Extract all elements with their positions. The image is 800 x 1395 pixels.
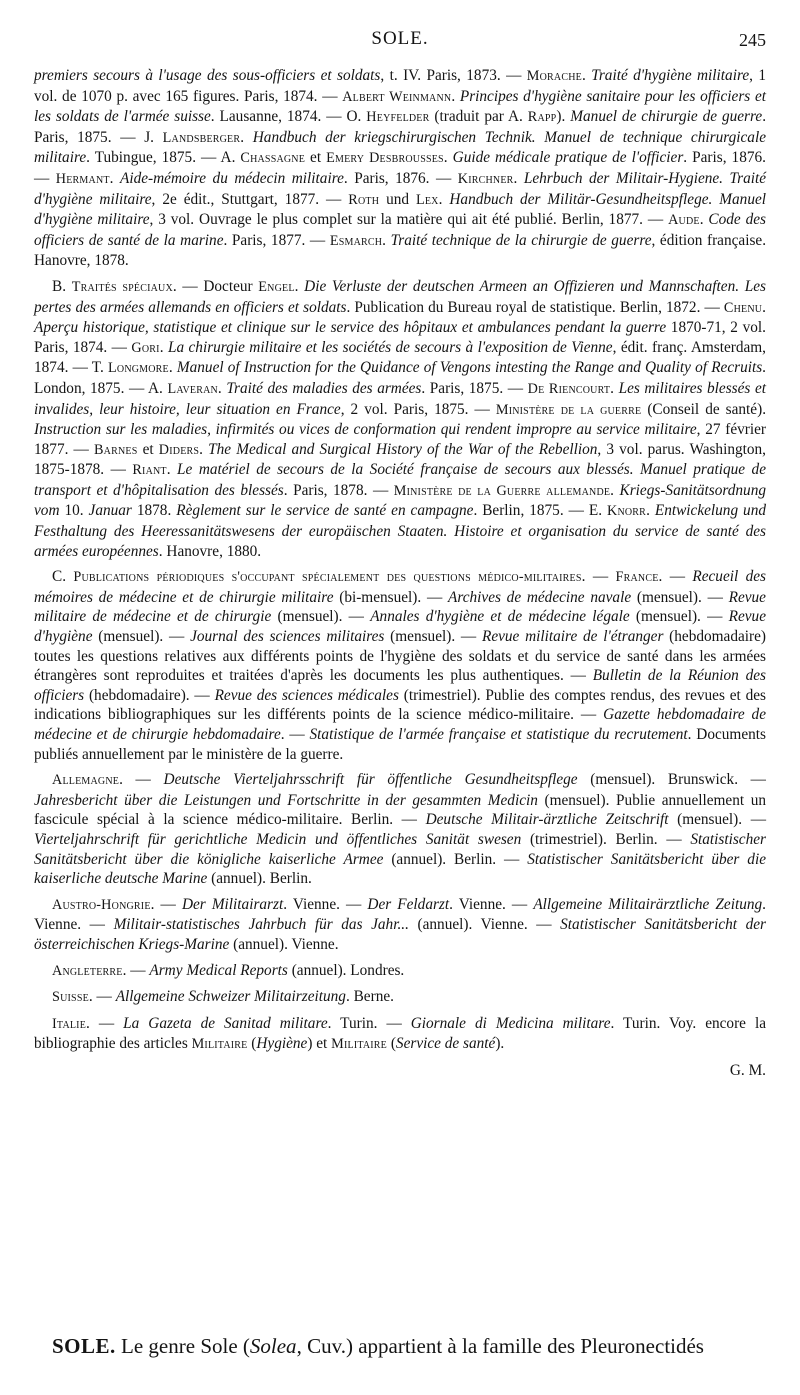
- text-run: . Berlin, 1875. — E.: [473, 502, 607, 520]
- running-title: SOLE.: [371, 28, 429, 49]
- text-run: . —: [88, 988, 116, 1006]
- text-run: , 27 février 1877. —: [34, 421, 766, 458]
- italic-title: Aperçu historique, statistique et clinique sur le service des hôpitaux et ambulances pendant la guerre: [34, 319, 667, 337]
- italic-title: Der Feldarzt: [367, 895, 450, 913]
- small-caps-name: Aude: [668, 212, 700, 229]
- text-run: , édition française. Hanovre, 1878.: [34, 231, 767, 270]
- bibliography-periodicals-austria-hungary: [34, 895, 766, 955]
- italic-title: Handbuch der Militär-Gesundheitspflege. Manuel d'hygiène militaire: [34, 190, 767, 229]
- italic-title: Traité des maladies des armées: [226, 379, 422, 397]
- text-run: . Paris, 1875. —: [421, 379, 528, 397]
- text-run: (: [387, 1035, 396, 1053]
- text-run: (trimestriel). Berlin. —: [521, 830, 691, 848]
- italic-title: Revue militaire de médecine et de chirurgie: [34, 588, 766, 626]
- small-caps-name: Ministère de la guerre: [495, 401, 642, 418]
- small-caps-name: Laveran: [167, 380, 218, 397]
- small-caps-name: Knorr: [607, 503, 647, 520]
- text-run: B.: [52, 277, 72, 295]
- italic-title: premiers secours à l'usage des sous-officiers et soldats: [34, 67, 381, 84]
- text-run: , t. IV. Paris, 1873. —: [380, 67, 527, 84]
- bibliography-special-treatises: [34, 277, 766, 561]
- page-header: [34, 28, 766, 58]
- text-run: . —: [150, 895, 182, 913]
- small-caps-name: Albert Weinmann: [342, 88, 452, 105]
- text-run: .: [166, 461, 178, 479]
- italic-title: Januar: [88, 502, 132, 520]
- text-run: .: [646, 502, 655, 520]
- small-caps-name: Militaire: [191, 1036, 248, 1053]
- text-run: . —: [122, 961, 150, 979]
- small-caps-name: Angleterre: [52, 962, 123, 979]
- small-caps-name: Militaire: [331, 1036, 387, 1053]
- small-caps-name: Publications périodiques s'occupant spécialement des questions médico-militaires: [73, 569, 582, 586]
- text-run: (annuel). Vienne.: [229, 935, 339, 953]
- text-run: (mensuel). —: [629, 608, 729, 626]
- text-run: . Documents publiés annuellement par le ministère de la guerre.: [34, 726, 766, 763]
- italic-title: Deutsche Militair-ärztliche Zeitschrift: [425, 811, 669, 829]
- text-run: .: [451, 87, 460, 105]
- text-run: , Cuv.) appartient à la famille des Pleuronectidés: [296, 1334, 704, 1358]
- bibliography-general-treatises: [34, 66, 766, 271]
- text-run: .: [438, 190, 450, 208]
- italic-title: Allgemeine Militairärztliche Zeitung: [533, 895, 763, 913]
- small-caps-name: De Riencourt: [527, 380, 611, 397]
- text-run: . —: [86, 1014, 124, 1032]
- text-run: (mensuel). —: [668, 811, 767, 829]
- text-run: .: [159, 338, 168, 356]
- small-caps-name: Lex: [415, 191, 439, 208]
- small-caps-name: Morache: [526, 68, 582, 84]
- italic-title: Statistischer Sanitätsbericht über die königliche kaiserliche Armee: [34, 830, 766, 868]
- text-run: . Turin. —: [327, 1014, 411, 1032]
- text-run: (bi-mensuel). —: [333, 588, 448, 606]
- text-run: (hebdomadaire). —: [84, 686, 215, 704]
- bibliography-periodicals-switzerland: [34, 987, 766, 1008]
- small-caps-name: Barnes: [94, 441, 138, 458]
- text-run: ) et: [307, 1035, 332, 1053]
- text-run: C.: [52, 568, 74, 586]
- text-run: .: [699, 211, 709, 229]
- small-caps-name: Longmore: [108, 360, 169, 377]
- bibliography-periodicals-england: [34, 961, 766, 982]
- text-run: (annuel). Berlin.: [207, 870, 312, 888]
- text-run: (mensuel). —: [631, 588, 729, 606]
- italic-title: Les militaires blessés et invalides, leur histoire, leur situation en France: [34, 379, 766, 418]
- small-caps-name: Allemagne: [52, 772, 120, 789]
- italic-title: Statistischer Sanitätsbericht über die kaiserliche deutsche Marine: [34, 850, 766, 888]
- small-caps-name: Diders: [158, 441, 200, 458]
- entry-headword: SOLE.: [52, 1334, 116, 1358]
- italic-title: Die Verluste der deutschen Armeen an Offizieren und Mannschaften. Les pertes des armées allemands en officiers et soldats: [34, 277, 766, 316]
- italic-title: Règlement sur le service de santé en campagne: [176, 502, 474, 520]
- text-run: .: [217, 379, 227, 397]
- text-run: .: [199, 440, 209, 458]
- small-caps-name: Riant: [132, 462, 167, 479]
- text-run: (annuel). Vienne. —: [408, 916, 561, 934]
- text-run: .: [581, 67, 592, 84]
- text-run: (hebdomadaire) toutes les questions relatives aux différents points de l'hygiène des soldats et du service de santé dans les armées étrangères sont reproduites et traitées d'après les documents les plus authentiques. —: [34, 628, 767, 685]
- text-run: . Vienne. —: [283, 895, 368, 913]
- italic-title: Statistique de l'armée française et statistique du recrutement: [309, 726, 688, 743]
- small-caps-name: Rapp: [527, 109, 557, 126]
- small-caps-name: Engel: [258, 278, 295, 295]
- text-run: 1870-71, 2 vol. Paris, 1874. —: [34, 319, 766, 356]
- italic-title: Instruction sur les maladies, infirmités ou vices de conformation qui rendent impropre au service militaire: [34, 421, 697, 439]
- text-run: (Conseil de santé).: [641, 400, 767, 418]
- entry-text: [116, 1334, 704, 1358]
- text-run: , 2 vol. Paris, 1875. —: [340, 400, 496, 418]
- text-run: . Hanovre, 1880.: [158, 542, 262, 560]
- text-run: . Paris, 1876. —: [343, 169, 458, 187]
- small-caps-name: Kirchner: [457, 170, 514, 187]
- text-run: .: [610, 481, 620, 499]
- text-run: (: [247, 1035, 257, 1053]
- text-run: .: [294, 277, 305, 295]
- text-run: . Paris, 1876. —: [34, 149, 766, 187]
- text-run: . Lausanne, 1874. — O.: [210, 108, 367, 126]
- italic-title: Entwickelung und Festhaltung des Heeressanitätswesens der europäischen Staaten. Histoire et organisation du service de santé des armées européennes: [34, 502, 767, 560]
- italic-title: The Medical and Surgical History of the War of the Rebellion: [208, 440, 598, 458]
- text-run: , 3 vol. parus. Washington, 1875-1878. —: [34, 440, 766, 479]
- text-run: 10.: [59, 502, 89, 520]
- text-run: . — Docteur: [172, 277, 259, 295]
- small-caps-name: Landsberger: [162, 129, 241, 146]
- text-run: Le genre Sole (: [115, 1334, 250, 1358]
- text-run: .: [762, 298, 766, 316]
- small-caps-name: Austro-Hongrie: [52, 896, 151, 913]
- text-run: (traduit par A.: [429, 108, 528, 126]
- bibliography-periodicals-germany: [34, 770, 766, 889]
- text-run: et: [137, 440, 159, 458]
- italic-title: Statistischer Sanitätsbericht der österreichischen Kriegs-Marine: [34, 916, 766, 953]
- small-caps-name: Heyfelder: [366, 109, 430, 126]
- text-run: . Vienne. —: [449, 895, 534, 913]
- small-caps-name: Esmarch: [329, 232, 383, 249]
- small-caps-name: Suisse: [52, 989, 89, 1006]
- text-run: (mensuel). Brunswick. —: [577, 771, 766, 789]
- text-run: . —: [581, 568, 616, 586]
- italic-title: Revue des sciences médicales: [214, 686, 399, 704]
- small-caps-name: Traités spéciaux: [71, 278, 173, 295]
- bibliography-periodicals-italy: [34, 1014, 766, 1055]
- italic-title: Gazette hebdomadaire de médecine et de chirurgie hebdomadaire: [34, 706, 766, 743]
- text-run: . Vienne. —: [34, 895, 766, 934]
- text-run: (mensuel). —: [271, 608, 371, 626]
- next-entry-sole: [34, 1333, 766, 1359]
- text-run: ).: [495, 1035, 505, 1053]
- text-run: . Publication du Bureau royal de statistique. Berlin, 1872. —: [346, 298, 724, 316]
- text-run: (trimestriel). Publie des comptes rendus, des revues et des indications bibliographiques sur les différents points de la science médico-militaire. —: [34, 686, 766, 724]
- text-run: . —: [658, 568, 693, 586]
- italic-title: Manuel de chirurgie de guerre: [570, 108, 763, 126]
- text-run: , 2e édit., Stuttgart, 1877. —: [151, 190, 349, 208]
- italic-title: Hygiène: [256, 1035, 308, 1053]
- text-run: . Paris, 1877. —: [223, 231, 330, 249]
- italic-title: Deutsche Vierteljahrsschrift für öffentliche Gesundheitspflege: [163, 771, 578, 789]
- text-run: . Tubingue, 1875. — A.: [86, 149, 241, 167]
- text-run: . Berne.: [345, 988, 394, 1006]
- italic-title: La chirurgie militaire et les sociétés de secours à l'exposition de Vienne: [167, 338, 613, 356]
- text-run: .: [610, 379, 619, 397]
- text-run: und: [379, 190, 416, 208]
- text-run: et: [305, 149, 327, 167]
- italic-title: Army Medical Reports: [149, 961, 288, 979]
- italic-title: Bulletin de la Réunion des officiers: [34, 667, 766, 704]
- text-run: ).: [556, 108, 571, 126]
- small-caps-name: Gori: [131, 339, 160, 356]
- italic-title: Revue d'hygiène: [34, 608, 766, 646]
- text-run: .: [168, 359, 177, 377]
- text-run: . Turin. Voy. encore la bibliographie des articles: [34, 1014, 766, 1053]
- article-body: [34, 66, 766, 1087]
- italic-title: Der Militairarzt: [181, 895, 284, 913]
- text-run: .: [513, 169, 524, 187]
- text-run: . Paris, 1875. — J.: [34, 108, 767, 146]
- italic-title: Service de santé: [395, 1035, 496, 1053]
- text-run: . —: [119, 771, 164, 789]
- small-caps-name: France: [615, 569, 659, 586]
- small-caps-name: Emery Desbrousses: [326, 150, 444, 167]
- text-run: . —: [280, 726, 310, 743]
- italic-title: Manuel of Instruction for the Quidance of Vengons intesting the Range and Quality of Recruits: [176, 359, 763, 377]
- small-caps-name: Hermant: [55, 170, 110, 187]
- small-caps-name: Roth: [348, 191, 380, 208]
- text-run: . Paris, 1878. —: [283, 481, 394, 499]
- italic-title: Lehrbuch der Militair-Hygiene. Traité d'hygiène militaire: [34, 169, 767, 208]
- text-run: .: [109, 169, 120, 187]
- text-run: . London, 1875. — A.: [34, 359, 766, 397]
- italic-title: Vierteljahrschrift für gerichtliche Medicin und öffentliches Sanität swesen: [34, 830, 522, 848]
- italic-title: Guide médicale pratique de l'officier: [452, 149, 684, 167]
- text-run: .: [443, 149, 453, 167]
- text-run: 1878.: [131, 502, 177, 520]
- text-run: (mensuel). —: [92, 628, 191, 646]
- text-run: .: [240, 128, 253, 146]
- italic-title: Allgemeine Schweizer Militairzeitung: [115, 988, 346, 1006]
- italic-title: La Gazeta de Sanitad militare: [123, 1014, 328, 1032]
- italic-title: Annales d'hygiène et de médecine légale: [370, 608, 630, 626]
- text-run: (annuel). Berlin. —: [383, 850, 528, 868]
- italic-title: Kriegs-Sanitätsordnung vom: [34, 481, 766, 520]
- small-caps-name: Chassagne: [240, 150, 306, 167]
- italic-title: Aide-mémoire du médecin militaire: [119, 169, 344, 187]
- text-run: , 1 vol. de 1070 p. avec 165 figures. Paris, 1874. —: [34, 67, 767, 105]
- italic-title: Code des officiers de santé de la marine: [34, 211, 766, 249]
- italic-title: Le matériel de secours de la Société française de secours aux blessés. Manuel pratique de transport et d'hôpitalisation des blessés: [34, 461, 766, 499]
- italic-title: Journal des sciences militaires: [190, 628, 385, 646]
- text-run: .: [382, 231, 391, 249]
- italic-title: Traité d'hygiène militaire: [591, 67, 750, 84]
- italic-title: Jahresbericht über die Leistungen und Fortschritte in der gesammten Medicin: [34, 791, 538, 809]
- text-run: (mensuel). Publie annuellement un fascicule spécial à la science médico-militaire. Berlin. —: [34, 791, 766, 829]
- italic-title: Revue militaire de l'étranger: [481, 628, 664, 646]
- italic-title: Handbuch der kriegschirurgischen Technik. Manuel de technique chirurgicale militaire: [34, 128, 766, 167]
- author-signature: G. M.: [729, 1061, 766, 1079]
- italic-title: Archives de médecine navale: [447, 588, 632, 606]
- text-run: , 3 vol. Ouvrage le plus complet sur la matière qui ait été publié. Berlin, 1877. —: [149, 211, 669, 229]
- italic-title: Recueil des mémoires de médecine et de chirurgie militaire: [34, 568, 766, 606]
- italic-title: Traité technique de la chirurgie de guerre: [390, 231, 652, 249]
- text-run: (annuel). Londres.: [287, 961, 405, 979]
- small-caps-name: Chenu: [723, 299, 763, 316]
- text-run: , édit. franç. Amsterdam, 1874. — T.: [34, 338, 767, 377]
- small-caps-name: Italie: [52, 1015, 87, 1032]
- bibliography-periodicals-france: [34, 567, 766, 764]
- italic-title: Principes d'hygiène sanitaire pour les officiers et les soldats de l'armée suisse: [34, 87, 766, 126]
- italic-title: Solea: [249, 1334, 297, 1358]
- italic-title: Militair-statistisches Jahrbuch für das Jahr...: [113, 916, 409, 934]
- page-number: 245: [739, 30, 766, 50]
- italic-title: Giornale di Medicina militare: [410, 1014, 611, 1032]
- small-caps-name: Ministère de la Guerre allemande: [393, 482, 611, 499]
- text-run: (mensuel). —: [384, 628, 482, 646]
